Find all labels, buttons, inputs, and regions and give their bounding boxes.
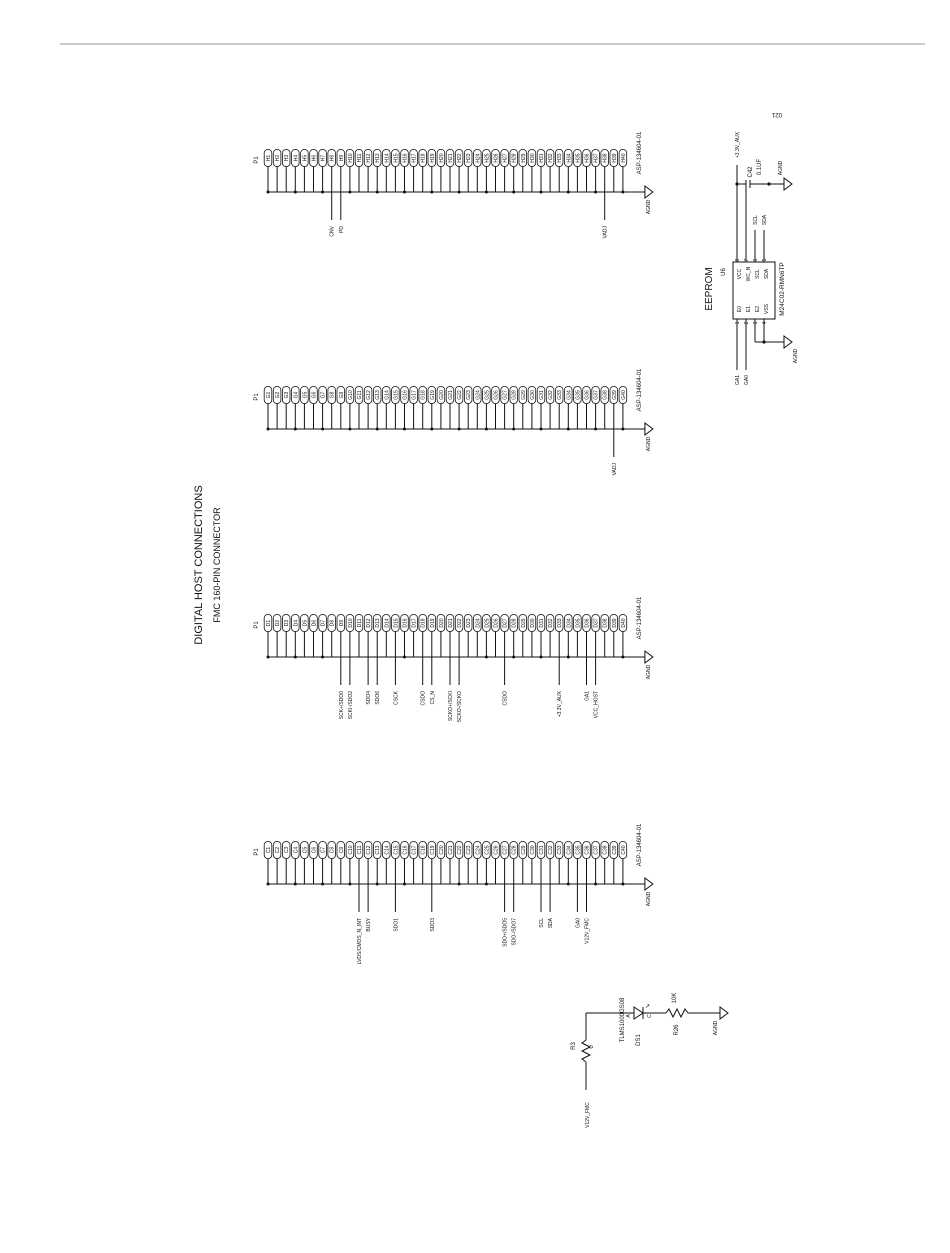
- pin-label: G38: [602, 390, 609, 400]
- signal-label: CSDO: [502, 691, 509, 706]
- pin-label: C5: [302, 846, 309, 854]
- pin-label: D12: [366, 618, 373, 628]
- pin-label: D35: [575, 618, 582, 628]
- pin-label: G25: [484, 390, 491, 400]
- pin-label: G39: [611, 390, 618, 400]
- pin-label: H12: [366, 153, 373, 163]
- pin-label: G6: [311, 391, 318, 399]
- signal-label: SDO-/SDO7: [511, 918, 518, 946]
- pin-label: D6: [311, 619, 318, 627]
- pin-label: G28: [511, 390, 518, 400]
- pin-label: G24: [475, 390, 482, 400]
- pin-label: G11: [357, 390, 363, 400]
- connector-part: ASP-134604-01: [636, 368, 643, 412]
- signal-label: +3.3V_AUX: [557, 691, 564, 718]
- led-gnd-label: AGND: [713, 1020, 719, 1036]
- pin-label: H4: [293, 154, 300, 162]
- led-arrow-glyph: ↗: [645, 1004, 651, 1010]
- pin-label: C25: [484, 845, 491, 855]
- eeprom-pin-num-8: 8: [735, 258, 741, 262]
- eeprom-ref: U6: [721, 268, 727, 276]
- pin-label: C8: [329, 846, 336, 854]
- pin-label: D10: [347, 618, 354, 628]
- pin-label: D33: [557, 618, 564, 628]
- pin-label: D39: [611, 618, 618, 628]
- eeprom-pin-e1: E1: [746, 305, 752, 313]
- pin-label: G17: [411, 390, 418, 400]
- net-sda-label: SDA: [762, 214, 768, 226]
- pin-label: H13: [375, 153, 382, 163]
- pin-label: C31: [539, 845, 545, 855]
- r26-value: 10K: [672, 992, 678, 1004]
- pin-label: G22: [457, 390, 464, 400]
- pin-label: G7: [320, 391, 327, 399]
- pin-label: C21: [448, 845, 454, 855]
- pin-label: D38: [602, 618, 609, 628]
- pin-label: D29: [520, 618, 527, 628]
- pin-label: C1: [266, 846, 272, 854]
- eeprom-gnd-label-1: AGND: [793, 348, 799, 364]
- connector-ref: P1: [254, 393, 260, 401]
- pin-label: H36: [584, 153, 591, 163]
- pin-label: H34: [566, 153, 573, 163]
- pin-label: G31: [539, 390, 545, 400]
- eeprom-pin-num-4: 4: [762, 321, 768, 325]
- signal-label: GA1: [584, 691, 591, 702]
- signal-label: SCL: [539, 918, 545, 928]
- pin-label: D23: [466, 618, 473, 628]
- pin-label: D2: [275, 619, 282, 627]
- junction-dot: [767, 182, 770, 185]
- signal-label: PD: [338, 226, 345, 233]
- sheet-title: DIGITAL HOST CONNECTIONS: [193, 485, 205, 645]
- pin-label: G12: [366, 390, 373, 400]
- pin-label: H6: [311, 154, 318, 162]
- pin-label: D36: [584, 618, 591, 628]
- led-pin-c: C: [647, 1014, 653, 1018]
- pin-label: G32: [548, 390, 555, 400]
- pin-label: H5: [302, 154, 309, 162]
- pin-label: H20: [438, 153, 445, 163]
- pin-label: G8: [329, 391, 336, 399]
- pin-label: C37: [593, 845, 600, 855]
- pin-label: H16: [402, 153, 409, 163]
- pin-label: D5: [302, 619, 309, 627]
- pin-label: C11: [357, 845, 363, 855]
- pin-label: D30: [529, 618, 536, 628]
- connector-h: [254, 131, 653, 238]
- eeprom-pin-e2: E2: [755, 305, 761, 313]
- ground-symbol: [645, 423, 653, 435]
- signal-label: VADJ: [602, 226, 609, 239]
- pin-label: C16: [402, 845, 409, 855]
- signal-label: VCC_HOST: [593, 691, 600, 719]
- pin-label: D19: [429, 618, 436, 628]
- pin-label: C27: [502, 845, 509, 855]
- signal-label: SDO1: [393, 918, 400, 932]
- r26-ref: R26: [674, 1024, 680, 1036]
- pin-label: H39: [611, 153, 618, 163]
- net-aux-label: +3.3V_AUX: [735, 131, 741, 159]
- net-ga0-label: GA0: [744, 374, 750, 386]
- pin-label: G34: [566, 390, 573, 400]
- pin-label: H7: [320, 154, 327, 162]
- connector-group: [254, 131, 653, 964]
- resistor-r26: [666, 1009, 688, 1017]
- connector-g: [254, 368, 653, 475]
- pin-label: H31: [539, 153, 545, 163]
- sheet-subtitle: FMC 160-PIN CONNECTOR: [212, 507, 222, 623]
- eeprom-gnd-label-2: AGND: [778, 160, 784, 176]
- pin-label: G20: [438, 390, 445, 400]
- pin-label: G18: [420, 390, 427, 400]
- pin-label: C26: [493, 845, 500, 855]
- eeprom-pin-num-2: 2: [744, 321, 750, 325]
- pin-label: G3: [284, 391, 291, 399]
- signal-label: SCK+/SDO0: [338, 691, 345, 720]
- pin-label: D40: [620, 618, 627, 628]
- signal-label: SDA: [548, 918, 555, 929]
- signal-label: GA0: [575, 918, 582, 929]
- signal-label: SDO+/SDO5: [502, 918, 509, 947]
- pin-label: G29: [520, 390, 527, 400]
- pin-label: H40: [620, 153, 627, 163]
- signal-label: CSCK: [393, 691, 400, 705]
- pin-label: G19: [429, 390, 436, 400]
- pin-label: G35: [575, 390, 582, 400]
- pin-label: D21: [448, 618, 454, 628]
- ground-label: AGND: [645, 664, 652, 680]
- signal-label: SDO6: [375, 691, 382, 705]
- page-code: 021: [771, 111, 783, 117]
- eeprom-pin-wcn: WC_N: [746, 266, 752, 282]
- pin-label: G9: [338, 391, 345, 399]
- pin-label: C38: [602, 845, 609, 855]
- pin-label: G1: [266, 391, 272, 399]
- pin-label: C17: [411, 845, 418, 855]
- r3-value: 0: [589, 1045, 595, 1049]
- pin-label: H27: [502, 153, 509, 163]
- signal-label: CNV: [329, 226, 336, 237]
- ground-label: AGND: [645, 436, 652, 452]
- pin-label: D16: [402, 618, 409, 628]
- pin-label: D7: [320, 619, 327, 627]
- ground-symbol: [784, 336, 792, 348]
- pin-label: D3: [284, 619, 291, 627]
- ground-label: AGND: [645, 199, 652, 215]
- pin-label: C4: [293, 846, 300, 854]
- r3-ref: R3: [571, 1042, 577, 1050]
- signal-label: SDO4: [366, 691, 373, 705]
- pin-label: H29: [520, 153, 527, 163]
- junction-dot: [762, 340, 765, 343]
- pin-label: H17: [411, 153, 418, 163]
- pin-label: G14: [384, 390, 391, 400]
- pin-label: H26: [493, 153, 500, 163]
- eeprom-pin-num-6: 6: [753, 258, 759, 262]
- resistor-r3: [582, 1040, 590, 1062]
- pin-label: H18: [420, 153, 427, 163]
- pin-label: H25: [484, 153, 491, 163]
- ground-symbol: [720, 1007, 728, 1019]
- pin-label: G4: [293, 391, 300, 399]
- pin-label: C39: [611, 845, 618, 855]
- pin-label: C28: [511, 845, 518, 855]
- pin-label: C6: [311, 846, 318, 854]
- pin-label: G5: [302, 391, 309, 399]
- pin-label: D17: [411, 618, 418, 628]
- pin-label: H28: [511, 153, 518, 163]
- pin-label: H11: [357, 153, 363, 163]
- pin-label: G37: [593, 390, 600, 400]
- eeprom-block: [704, 131, 799, 385]
- eeprom-pin-num-1: 1: [735, 321, 741, 325]
- pin-label: H10: [347, 153, 354, 163]
- pin-label: D24: [475, 618, 482, 628]
- pin-label: C30: [529, 845, 536, 855]
- pin-label: G2: [275, 391, 282, 399]
- pin-label: H1: [266, 154, 272, 162]
- net-scl-label: SCL: [753, 215, 759, 225]
- pin-label: D18: [420, 618, 427, 628]
- pin-label: G13: [375, 390, 382, 400]
- pin-label: D11: [357, 618, 363, 628]
- pin-label: C12: [366, 845, 373, 855]
- net-ga1-label: GA1: [735, 374, 741, 386]
- pin-label: H35: [575, 153, 582, 163]
- pin-label: C24: [475, 845, 482, 855]
- pin-label: C13: [375, 845, 382, 855]
- pin-label: G36: [584, 390, 591, 400]
- pin-label: C3: [284, 846, 291, 854]
- eeprom-heading: EEPROM: [704, 267, 715, 311]
- pin-label: H2: [275, 154, 282, 162]
- signal-label: SCKO+/SCKI: [448, 691, 454, 722]
- pin-label: H30: [529, 153, 536, 163]
- signal-label: SCKI-/SDO2: [347, 691, 354, 720]
- pin-label: G21: [448, 390, 454, 400]
- cap-ref: C42: [748, 166, 754, 178]
- eeprom-pin-num-5: 5: [762, 258, 768, 262]
- pin-label: D1: [266, 619, 272, 627]
- pin-label: D14: [384, 618, 391, 628]
- pin-label: C10: [347, 845, 354, 855]
- pin-label: D31: [539, 618, 545, 628]
- pin-label: D20: [438, 618, 445, 628]
- signal-label: V12V_FMC: [584, 918, 591, 944]
- pin-label: D25: [484, 618, 491, 628]
- pin-label: H3: [284, 154, 291, 162]
- pin-label: D13: [375, 618, 382, 628]
- pin-label: H9: [338, 154, 345, 162]
- pin-label: C36: [584, 845, 591, 855]
- ground-symbol: [784, 178, 792, 190]
- pin-label: C19: [429, 845, 436, 855]
- eeprom-pin-num-7: 7: [744, 258, 750, 262]
- pin-label: G27: [502, 390, 509, 400]
- signal-label: CSDO: [420, 691, 427, 706]
- led-part: TLMS1000GS08: [620, 997, 626, 1043]
- pin-label: H24: [475, 153, 482, 163]
- pin-label: D26: [493, 618, 500, 628]
- ground-label: AGND: [645, 891, 652, 907]
- signal-label: SDO3: [429, 918, 436, 932]
- pin-label: D4: [293, 619, 300, 627]
- junction-dot: [735, 182, 738, 185]
- pin-label: D28: [511, 618, 518, 628]
- pin-label: G40: [620, 390, 627, 400]
- pin-label: G10: [347, 390, 354, 400]
- led-pin-a: A: [626, 1014, 632, 1018]
- signal-label: CS_N: [429, 691, 436, 705]
- pin-label: C33: [557, 845, 564, 855]
- pin-label: H33: [557, 153, 564, 163]
- pin-label: D15: [393, 618, 400, 628]
- pin-label: C34: [566, 845, 573, 855]
- eeprom-pin-vcc: VCC: [737, 268, 743, 280]
- led-circuit: [571, 993, 728, 1128]
- pin-label: C14: [384, 845, 391, 855]
- connector-ref: P1: [254, 621, 260, 629]
- eeprom-pin-num-3: 3: [753, 321, 759, 325]
- pin-label: C15: [393, 845, 400, 855]
- pin-label: G15: [393, 390, 400, 400]
- pin-label: C7: [320, 846, 327, 854]
- pin-label: H37: [593, 153, 600, 163]
- pin-label: D27: [502, 618, 509, 628]
- pin-label: C20: [438, 845, 445, 855]
- pin-label: D9: [338, 619, 345, 627]
- pin-label: H23: [466, 153, 473, 163]
- pin-label: H38: [602, 153, 609, 163]
- pin-label: G30: [529, 390, 536, 400]
- eeprom-pin-vss: VSS: [764, 303, 770, 315]
- pin-label: C35: [575, 845, 582, 855]
- connector-d: [254, 596, 653, 722]
- pin-label: H19: [429, 153, 436, 163]
- signal-label: LVDS/CMOS_N_INT: [357, 918, 363, 965]
- signal-label: BUSY: [366, 918, 373, 932]
- pin-label: C40: [620, 845, 627, 855]
- pin-label: D8: [329, 619, 336, 627]
- pin-label: C2: [275, 846, 282, 854]
- connector-ref: P1: [254, 156, 260, 164]
- pin-label: C32: [548, 845, 555, 855]
- pin-label: H15: [393, 153, 400, 163]
- pin-label: G33: [557, 390, 564, 400]
- eeprom-part: M24C02-RMN6TP: [779, 262, 786, 316]
- eeprom-pin-scl: SCL: [755, 269, 761, 279]
- pin-label: H8: [329, 154, 336, 162]
- pin-label: H32: [548, 153, 555, 163]
- pin-label: D34: [566, 618, 573, 628]
- ground-symbol: [645, 878, 653, 890]
- pin-label: C9: [338, 846, 345, 854]
- pin-label: D22: [457, 618, 464, 628]
- led-diode-symbol: [634, 1007, 643, 1019]
- pin-label: H21: [448, 153, 454, 163]
- supply-label: V12V_FMC: [585, 1102, 591, 1128]
- connector-part: ASP-134604-01: [636, 596, 643, 640]
- eeprom-pin-sda: SDA: [764, 268, 770, 280]
- ground-symbol: [645, 186, 653, 198]
- pin-label: H14: [384, 153, 391, 163]
- connector-c: [254, 823, 653, 964]
- led-ref: DS1: [636, 1034, 642, 1046]
- pin-label: G16: [402, 390, 409, 400]
- pin-label: C23: [466, 845, 473, 855]
- signal-label: SCKO-/SCKO: [457, 691, 464, 723]
- pin-label: C18: [420, 845, 427, 855]
- pin-label: G23: [466, 390, 473, 400]
- cap-value: 0.1UF: [757, 158, 763, 176]
- connector-part: ASP-134604-01: [636, 823, 643, 867]
- pin-label: C22: [457, 845, 464, 855]
- eeprom-pin-e0: E0: [737, 305, 743, 313]
- pin-label: C29: [520, 845, 527, 855]
- connector-part: ASP-134604-01: [636, 131, 643, 175]
- pin-label: G26: [493, 390, 500, 400]
- signal-label: VADJ: [611, 463, 618, 476]
- ground-symbol: [645, 651, 653, 663]
- pin-label: D37: [593, 618, 600, 628]
- pin-label: H22: [457, 153, 464, 163]
- pin-label: D32: [548, 618, 555, 628]
- connector-ref: P1: [254, 848, 260, 856]
